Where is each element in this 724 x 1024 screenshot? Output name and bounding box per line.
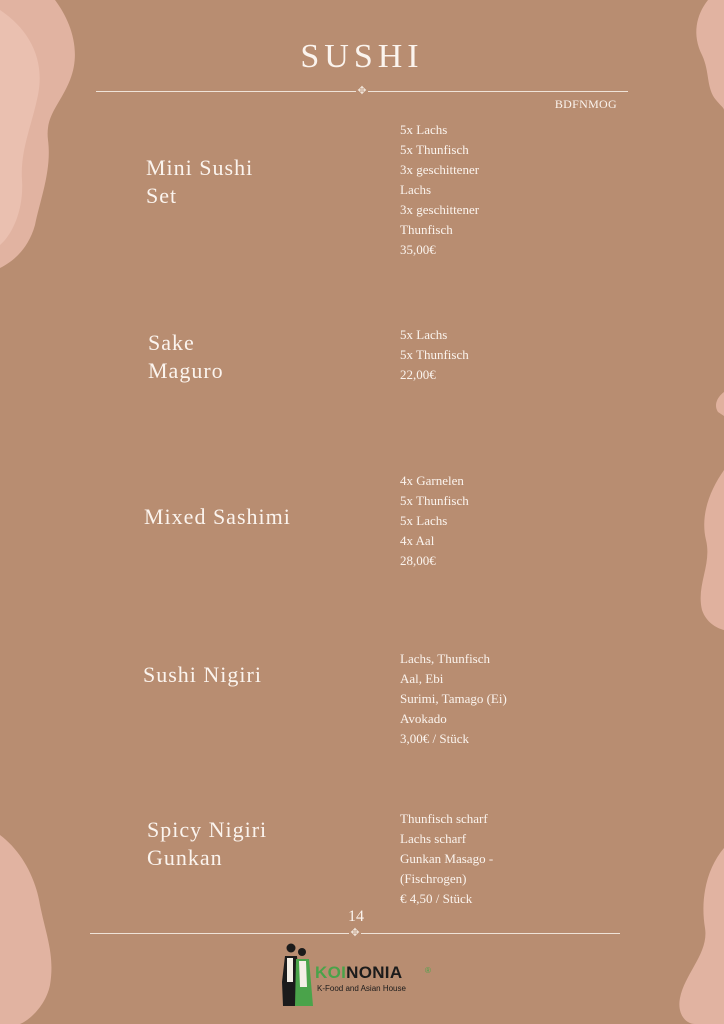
description-line: 3x geschittener — [400, 162, 480, 177]
logo-tagline: K-Food and Asian House — [317, 984, 406, 993]
divider-ornament-icon: ✥ — [357, 85, 367, 97]
item-name: Sushi Nigiri — [143, 662, 262, 687]
description-line: Thunfisch scharf — [400, 811, 488, 826]
item-name: Sake Maguro — [148, 330, 224, 383]
item-price: 22,00€ — [400, 367, 436, 382]
item-description — [400, 649, 550, 749]
allergen-codes: BDFNMOG — [554, 97, 617, 111]
item-price: 35,00€ — [400, 242, 436, 257]
description-line: Lachs scharf — [400, 831, 467, 846]
description-line: Surimi, Tamago (Ei) — [400, 691, 507, 706]
item-description — [400, 325, 550, 385]
item-price: € 4,50 / Stück — [400, 891, 473, 906]
description-line: 5x Thunfisch — [400, 347, 469, 362]
watercolor-blob-mid-right — [686, 470, 724, 630]
description-line: Lachs — [400, 182, 432, 197]
divider-ornament-icon: ✥ — [350, 927, 360, 939]
watercolor-blob-bottom-left — [0, 835, 60, 1024]
description-line: 5x Lachs — [400, 327, 448, 342]
description-line: 5x Thunfisch — [400, 493, 469, 508]
page-title: SUSHI — [300, 38, 424, 75]
description-line: 5x Thunfisch — [400, 142, 469, 157]
registered-mark: ® — [425, 966, 431, 975]
description-line: 3x geschittener — [400, 202, 480, 217]
item-name: Spicy Nigiri Gunkan — [147, 817, 268, 870]
description-line: Lachs, Thunfisch — [400, 651, 491, 666]
page-number: 14 — [348, 908, 364, 925]
description-line: Thunfisch — [400, 222, 453, 237]
item-name: Mixed Sashimi — [144, 504, 291, 529]
description-line: 4x Aal — [400, 533, 435, 548]
item-description — [400, 809, 550, 909]
description-line: 5x Lachs — [400, 513, 448, 528]
watercolor-blob-bottom-right — [655, 848, 724, 1024]
description-line: Gunkan Masago - — [400, 851, 494, 866]
item-description — [400, 120, 550, 260]
description-line: Aal, Ebi — [400, 671, 444, 686]
item-description — [400, 471, 550, 571]
description-line: 5x Lachs — [400, 122, 448, 137]
description-line: Avokado — [400, 711, 447, 726]
description-line: (Fischrogen) — [400, 871, 467, 886]
item-price: 28,00€ — [400, 553, 436, 568]
item-name: Mini Sushi Set — [146, 155, 254, 208]
watercolor-blob-small-right — [712, 392, 724, 416]
logo-wordmark: KOINONIA — [315, 963, 403, 982]
description-line: 4x Garnelen — [400, 473, 464, 488]
item-price: 3,00€ / Stück — [400, 731, 469, 746]
couple-figure-icon — [281, 942, 315, 1008]
brand-logo — [281, 942, 441, 1008]
